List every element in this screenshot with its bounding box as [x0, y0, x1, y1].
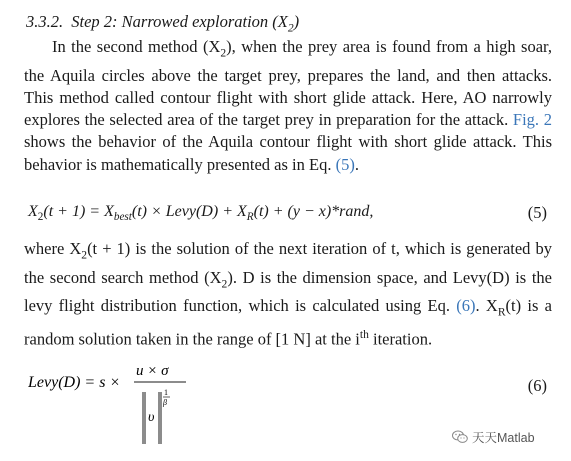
equation-6-lhs: Levy(D) = s × — [28, 374, 121, 391]
equation-6-reference-link[interactable]: (6) — [456, 296, 476, 316]
exponent-denominator: β — [163, 398, 167, 407]
equation-5: $X_2(t + 1) = X_{best}(t)$ × Levy(D) + $X_R(t) + (y$ − x)*rand, — [28, 203, 374, 224]
figure-reference-link[interactable]: Fig. 2 — [512, 110, 552, 130]
equation-6-denominator: υ — [148, 410, 155, 425]
watermark-text: 天天Matlab — [472, 431, 535, 445]
paragraph-levy-explanation: where $X_2(t + 1)$ is the solution of the next iteration of t, which is generated by the second search method $(X_2)$. D is the dimension space, and Levy(D) is the levy flight distribution function, which is calculated using Eq. (6). $X_R(t)$ is a random solution taken in the range of [1 N] at the $i^{th}$ iteration. — [24, 239, 553, 349]
section-heading — [26, 12, 299, 34]
equation-6 — [28, 358, 268, 448]
section-number: 3.3.2. — [26, 12, 64, 31]
equation-5-number: (5) — [527, 203, 547, 222]
equation-6-number: (6) — [527, 376, 547, 395]
section-title: Step 2: Narrowed exploration $(X_2)$ — [71, 12, 300, 35]
watermark — [452, 428, 535, 446]
paragraph-narrowed-exploration: In the second method $(X_2)$, when the prey area is found from a high soar, the Aquila circles above the target prey, prepares the land, and then attacks. This method called contour flight with short glide attack. Here, AO narrowly explores the selected area of the target prey in preparation for the attack. Fig. 2 shows the behavior of the Aquila contour flight with short glide attack. This behavior is mathematically presented as in Eq. (5). — [24, 37, 552, 174]
equation-6-graphic — [28, 358, 268, 448]
exponent-numerator: 1 — [164, 388, 168, 397]
wechat-icon — [452, 430, 468, 444]
equation-5-reference-link[interactable]: (5) — [335, 154, 355, 174]
equation-6-numerator: u × σ — [136, 363, 169, 379]
